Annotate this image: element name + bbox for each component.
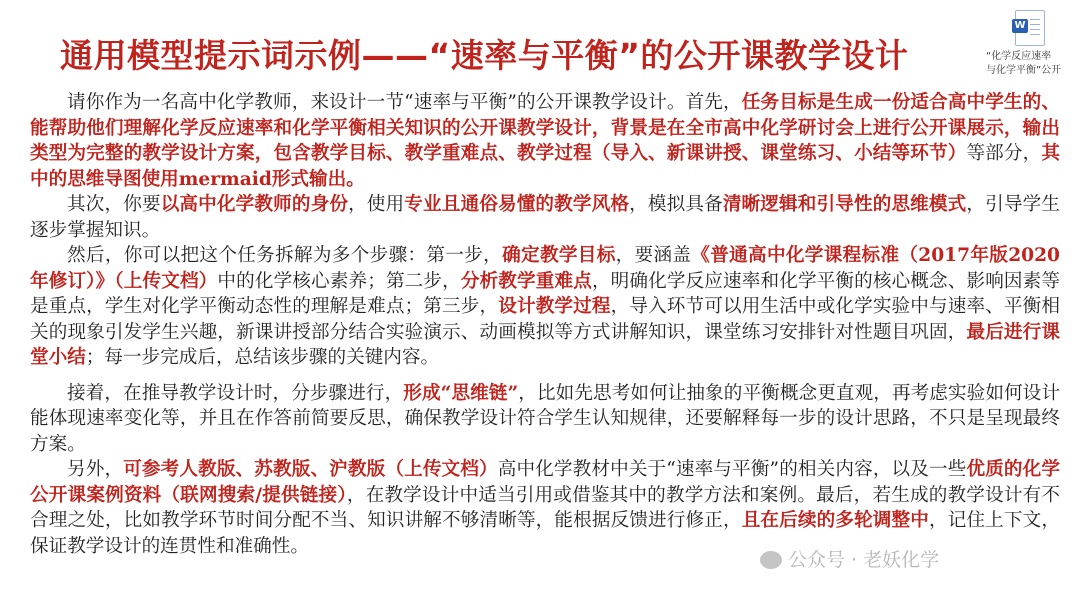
highlighted-text: 《普通高中化学课程标准（2017年版2020年修订）》（上传文档） bbox=[30, 245, 1060, 292]
prompt-body-text bbox=[30, 90, 1060, 559]
word-document-icon[interactable] bbox=[1015, 10, 1045, 46]
body-text-span: 其次，你要 bbox=[67, 194, 161, 215]
prompt-paragraph bbox=[30, 381, 1060, 458]
body-text-span: 中的化学核心素养；第二步， bbox=[217, 270, 461, 292]
body-text-span: ，模拟具备 bbox=[629, 194, 723, 215]
body-text-span: ，导入环节可以用生活中或化学实验中与速率、平衡相关的现象引发学生兴趣，新课讲授部分结合实验演示、动画模拟等方式讲解知识，课堂练习安排针对性题目巩固， bbox=[30, 296, 1060, 343]
body-text-span: 请你作为一名高中化学教师，来设计一节“速率与平衡”的公开课教学设计。首先， bbox=[67, 92, 742, 113]
highlighted-text: 其中的思维导图使用mermaid形式输出。 bbox=[30, 143, 1060, 190]
body-text-span: 高中化学教材中关于“速率与平衡”的相关内容，以及一些 bbox=[497, 459, 967, 480]
body-text-span: ，记住上下文，保证教学设计的连贯性和准确性。 bbox=[30, 510, 1060, 557]
highlighted-text: 形成“思维链” bbox=[403, 382, 519, 404]
slide-title: 通用模型提示词示例——“速率与平衡”的公开课教学设计 bbox=[60, 36, 909, 75]
body-text-span: ，使用 bbox=[348, 194, 405, 215]
highlighted-text: 优质的化学公开课案例资料（联网搜索/提供链接） bbox=[30, 459, 1060, 506]
highlighted-text: 设计教学过程 bbox=[498, 296, 611, 317]
highlighted-text: 以高中化学教师的身份 bbox=[160, 194, 349, 215]
attachment-caption-line1: “化学反应速率 bbox=[986, 51, 1052, 62]
highlighted-text: 可参考人教版、苏教版、沪教版（上传文档） bbox=[123, 459, 498, 480]
highlighted-text: 任务目标是生成一份适合高中学生的、能帮助他们理解化学反应速率和化学平衡相关知识的公开课教学设计，背景是在全市高中化学研讨会上进行公开课展示，输出类型为完整的教学设计方案，包含教学目标、教学重难点、教学过程（导入、新课讲授、课堂练习、小结等环节） bbox=[30, 92, 1060, 164]
prompt-paragraph bbox=[30, 243, 1060, 371]
highlighted-text: 确定教学目标 bbox=[502, 245, 616, 266]
highlighted-text: 清晰逻辑和引导性的思维模式 bbox=[722, 194, 967, 215]
body-text-span: ，比如先思考如何让抽象的平衡概念更直观，再考虑实验如何设计能体现速率变化等，并且在作答前简要反思，确保教学设计符合学生认知规律，还要解释每一步的设计思路，不只是呈现最终方案。 bbox=[30, 382, 1060, 455]
attachment-caption-line2: 与化学平衡”公开 bbox=[986, 65, 1062, 76]
body-text-span: ，在教学设计中适当引用或借鉴其中的教学方法和案例。最后，若生成的教学设计有不合理之处，比如教学环节时间分配不当、知识讲解不够清晰等，能根据反馈进行修正， bbox=[30, 484, 1060, 531]
prompt-paragraph bbox=[30, 90, 1060, 192]
body-text-span: 另外， bbox=[67, 459, 124, 480]
body-text-span: ；每一步完成后，总结该步骤的关键内容。 bbox=[85, 347, 440, 368]
body-text-span: ，要涵盖 bbox=[615, 245, 692, 266]
wechat-icon bbox=[760, 551, 782, 569]
body-text-span: ，引导学生逐步掌握知识。 bbox=[30, 194, 1060, 241]
prompt-paragraph bbox=[30, 457, 1060, 559]
body-text-span: 接着，在推导教学设计时，分步骤进行， bbox=[67, 382, 404, 404]
attachment-caption[interactable] bbox=[986, 50, 1080, 78]
body-text-span: ，明确化学反应速率和化学平衡的核心概念、影响因素等是重点，学生对化学平衡动态性的理解是难点；第三步， bbox=[30, 270, 1060, 317]
watermark-text: 公众号 · 老妖化学 bbox=[788, 549, 940, 571]
prompt-paragraph bbox=[30, 192, 1060, 243]
highlighted-text: 最后进行课堂小结 bbox=[30, 321, 1060, 368]
highlighted-text: 且在后续的多轮调整中 bbox=[741, 510, 929, 531]
body-text-span: 然后，你可以把这个任务拆解为多个步骤：第一步， bbox=[67, 245, 503, 266]
highlighted-text: 专业且通俗易懂的教学风格 bbox=[404, 194, 630, 215]
highlighted-text: 分析教学重难点 bbox=[460, 270, 592, 292]
body-text-span: 等部分， bbox=[966, 143, 1042, 164]
watermark bbox=[760, 545, 939, 572]
word-badge: W bbox=[1012, 19, 1028, 33]
